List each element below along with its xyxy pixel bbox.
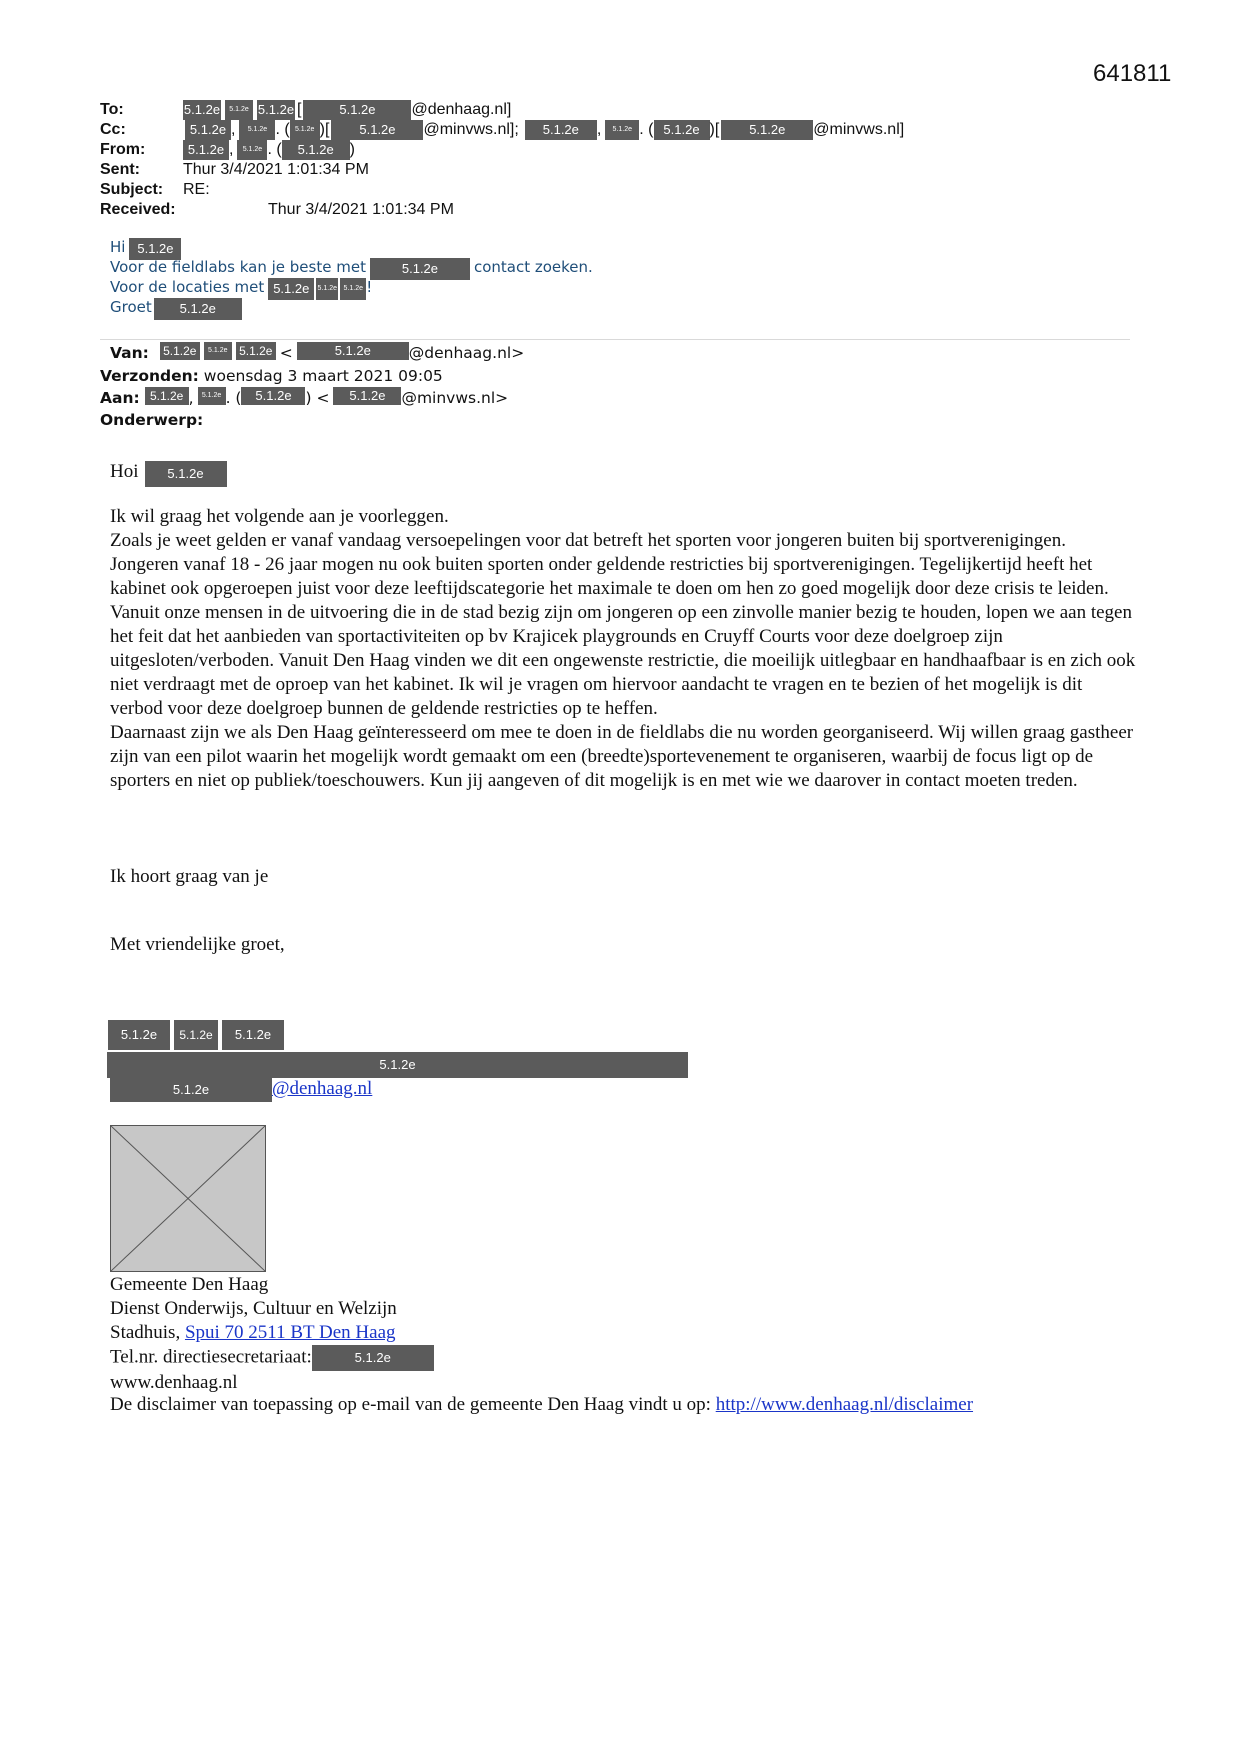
signature-department: Dienst Onderwijs, Cultuur en Welzijn — [110, 1298, 397, 1319]
redaction-box: 5.1.2e — [268, 278, 314, 300]
cc-domain-2: @minvws.nl] — [813, 121, 905, 138]
reply-line-1: Voor de fieldlabs kan je beste met 5.1.2e contact zoeken. — [110, 258, 593, 280]
cc-label: Cc: — [100, 121, 126, 138]
redaction-box: 5.1.2e — [110, 1078, 272, 1102]
body-paragraph-1: Ik wil graag het volgende aan je voorleggen. Zoals je weet gelden er vanaf vandaag versoepelingen voor dat betreft het sporten voor jongeren buiten bij sportverenigingen. Jongeren vanaf 18 - 26 jaar mogen nu ook buiten sporten onder geldende restricties bij sportverenigingen. Tegelijkertijd heeft het kabinet ook opgeroepen juist voor deze leeftijdscategorie het maximale te doen om hen zo goed mogelijk door deze crisis te leiden. Vanuit onze mensen in de uitvoering die in de stad bezig zijn om jongeren op een zinvolle manier bezig te houden, lopen we aan tegen het feit dat het aanbieden van sportactiviteiten op bv Krajicek playgrounds en Cruyff Courts voor deze doelgroep zijn uitgesloten/verboden. Vanuit Den Haag vinden we dit een ongewenste restrictie, die moeilijk uitlegbaar en handhaafbaar is en zich ook niet verdraagt met de oproep van het kabinet. Ik wil je vragen om hiervoor aandacht te vragen en te bezien of het mogelijk is dit verbod voor deze doelgroep bunnen de geldende restricties op te heffen. — [110, 506, 1136, 719]
signature-address: Stadhuis, Spui 70 2511 BT Den Haag — [110, 1322, 396, 1343]
redaction-box: 5.1.2e — [183, 140, 229, 160]
redaction-box: 5.1.2e — [605, 120, 639, 140]
received-line — [100, 200, 454, 220]
redaction-box: 5.1.2e — [174, 1020, 218, 1050]
from-label: From: — [100, 141, 146, 158]
redaction-box: 5.1.2e — [145, 461, 227, 487]
signature-org: Gemeente Den Haag — [110, 1274, 269, 1295]
to-label: To: — [100, 101, 124, 118]
sent-label: Sent: — [100, 161, 140, 178]
redaction-box: 5.1.2e — [225, 100, 253, 120]
disclaimer-line — [110, 1393, 973, 1417]
redaction-box: 5.1.2e — [183, 100, 221, 120]
signature-email-line — [110, 1078, 372, 1102]
redaction-box: 5.1.2e — [331, 120, 423, 140]
redaction-box: 5.1.2e — [204, 342, 232, 360]
orig-subject-label: Onderwerp: — [100, 411, 204, 429]
to-line — [100, 100, 512, 120]
body-greeting-line — [110, 461, 227, 487]
broken-image-icon — [110, 1125, 266, 1272]
reply-line-2: Voor de locaties met 5.1.2e 5.1.2e 5.1.2e ! — [110, 278, 372, 300]
redaction-box: 5.1.2e — [241, 387, 305, 405]
redaction-box: 5.1.2e — [721, 120, 813, 140]
redaction-box: 5.1.2e — [237, 140, 267, 160]
document-id: 641811 — [1093, 60, 1172, 87]
redaction-box: 5.1.2e — [129, 238, 181, 260]
redaction-box: 5.1.2e — [290, 120, 320, 140]
redaction-box: 5.1.2e — [297, 342, 409, 360]
redaction-box: 5.1.2e — [222, 1020, 284, 1050]
to-domain: @denhaag.nl] — [411, 101, 512, 118]
disclaimer-link[interactable]: http://www.denhaag.nl/disclaimer — [715, 1394, 974, 1415]
orig-to-label: Aan: — [100, 389, 140, 407]
body-closing-line: Ik hoort graag van je — [110, 866, 269, 887]
redaction-box: 5.1.2e — [370, 258, 470, 280]
from-line — [100, 140, 355, 160]
separator-line — [100, 339, 1130, 340]
redaction-box: 5.1.2e — [333, 387, 401, 405]
redaction-box: 5.1.2e — [525, 120, 597, 140]
orig-from-line: Van: 5.1.2e 5.1.2e 5.1.2e < 5.1.2e @denhaag.nl> — [110, 343, 525, 362]
redaction-box: 5.1.2e — [312, 1345, 434, 1371]
cc-domain-1: @minvws.nl]; — [423, 121, 519, 138]
orig-from-domain: @denhaag.nl> — [408, 344, 525, 362]
from-sender: 5.1.2e , 5.1.2e . ( 5.1.2e ) — [183, 140, 355, 160]
cc-recipients: 5.1.2e , 5.1.2e . ( 5.1.2e )[ 5.1.2e @minvws.nl]; 5.1.2e , 5.1.2e . ( 5.1.2e )[ 5.1.2e @minvws.nl] — [185, 120, 904, 140]
signature-title-line — [107, 1052, 688, 1078]
body-text — [110, 505, 1138, 793]
received-label: Received: — [100, 201, 176, 218]
orig-to-domain: @minvws.nl> — [401, 389, 509, 407]
redaction-box: 5.1.2e — [160, 342, 200, 360]
received-value: Thur 3/4/2021 1:01:34 PM — [268, 201, 454, 218]
subject-line — [100, 180, 210, 200]
signature-phone: Tel.nr. directiesecretariaat: 5.1.2e — [110, 1345, 434, 1371]
redaction-box: 5.1.2e — [239, 120, 275, 140]
redaction-box: 5.1.2e — [316, 278, 338, 300]
body-regards: Met vriendelijke groet, — [110, 934, 285, 955]
to-recipients: 5.1.2e 5.1.2e 5.1.2e [ 5.1.2e @denhaag.nl] — [183, 101, 512, 118]
redaction-box: 5.1.2e — [198, 387, 226, 405]
redaction-box: 5.1.2e — [257, 100, 295, 120]
redaction-box: 5.1.2e — [236, 342, 276, 360]
signature-website: www.denhaag.nl — [110, 1372, 238, 1393]
address-link[interactable]: Spui 70 2511 BT Den Haag — [184, 1322, 396, 1343]
orig-sent-value: woensdag 3 maart 2021 09:05 — [203, 367, 443, 385]
reply-greeting-line — [110, 238, 181, 260]
orig-subject-line — [100, 409, 203, 431]
subject-label: Subject: — [100, 181, 164, 198]
body-paragraph-2: Daarnaast zijn we als Den Haag geïnteresseerd om mee te doen in de fieldlabs die nu worden georganiseerd. Wij willen graag gastheer zijn van een pilot waarin het mogelijk wordt gemaakt om een (breedte)sportevenement te organiseren, waarbij de focus ligt op de sporters en niet op publiek/toeschouwers. Kun jij aangeven of dit mogelijk is en met wie we daarover in contact moeten treden. — [110, 722, 1134, 791]
redaction-box: 5.1.2e — [282, 140, 350, 160]
reply-greeting: Hi — [110, 238, 126, 256]
redaction-box: 5.1.2e — [185, 120, 231, 140]
orig-sent-line — [100, 365, 443, 387]
orig-from-label: Van: — [110, 344, 149, 362]
redaction-box: 5.1.2e — [145, 387, 189, 405]
redaction-box: 5.1.2e — [340, 278, 366, 300]
reply-closing: Groet — [110, 298, 152, 316]
signature-name-line — [108, 1020, 284, 1050]
subject-value: RE: — [183, 181, 210, 198]
sent-value: Thur 3/4/2021 1:01:34 PM — [183, 161, 369, 178]
orig-to-line: Aan: 5.1.2e , 5.1.2e . ( 5.1.2e ) < 5.1.2e @minvws.nl> — [100, 388, 509, 407]
cc-line — [100, 120, 905, 140]
disclaimer-text: De disclaimer van toepassing op e-mail van de gemeente Den Haag vindt u op: — [110, 1394, 711, 1415]
sent-line — [100, 160, 369, 180]
redaction-box: 5.1.2e — [107, 1052, 688, 1078]
redaction-box: 5.1.2e — [154, 298, 242, 320]
orig-sent-label: Verzonden: — [100, 367, 199, 385]
redaction-box: 5.1.2e — [303, 100, 411, 120]
reply-closing-line — [110, 298, 242, 320]
signature-details — [110, 1273, 434, 1395]
signature-email-link[interactable]: @denhaag.nl — [272, 1078, 373, 1099]
body-greeting: Hoi — [110, 461, 139, 482]
redaction-box: 5.1.2e — [108, 1020, 170, 1050]
redaction-box: 5.1.2e — [654, 120, 710, 140]
